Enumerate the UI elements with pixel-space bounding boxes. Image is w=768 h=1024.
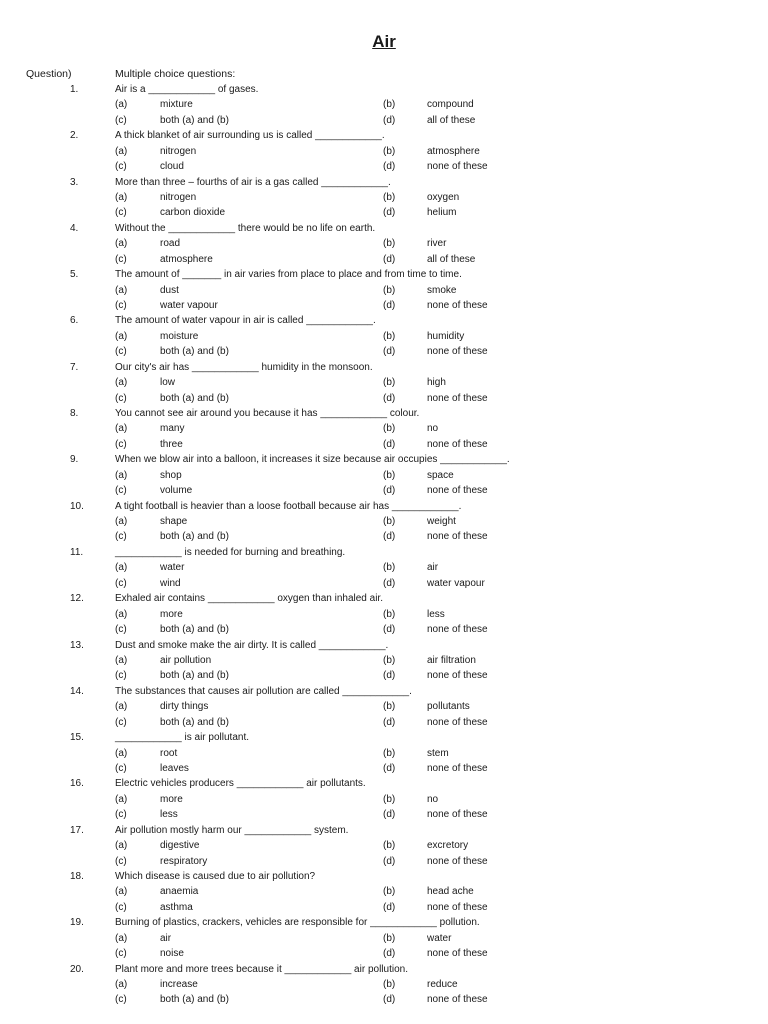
option-label: (b) xyxy=(383,191,396,203)
option-text: oxygen xyxy=(427,191,460,203)
option-label: (b) xyxy=(383,377,396,389)
question-item xyxy=(0,545,768,591)
option-label: (a) xyxy=(115,145,128,157)
question-item xyxy=(0,638,768,684)
option-text: none of these xyxy=(427,392,488,404)
option-label: (d) xyxy=(383,577,396,589)
option-text: none of these xyxy=(427,438,488,450)
question-text: The amount of water vapour in air is called ____________. xyxy=(115,315,376,327)
option-text: none of these xyxy=(427,716,488,728)
option-label: (c) xyxy=(115,577,127,589)
option-label: (a) xyxy=(115,886,128,898)
question-number: 9. xyxy=(70,454,79,466)
section-heading: Multiple choice questions: xyxy=(115,68,236,80)
option-label: (b) xyxy=(383,562,396,574)
option-label: (d) xyxy=(383,670,396,682)
option-label: (d) xyxy=(383,161,396,173)
option-label: (b) xyxy=(383,284,396,296)
option-text: none of these xyxy=(427,624,488,636)
question-number: 5. xyxy=(70,269,79,281)
question-number: 17. xyxy=(70,824,84,836)
option-text: many xyxy=(160,423,185,435)
question-item xyxy=(0,452,768,498)
option-text: air filtration xyxy=(427,654,476,666)
option-text: none of these xyxy=(427,485,488,497)
option-label: (b) xyxy=(383,886,396,898)
option-text: cloud xyxy=(160,161,184,173)
option-text: nitrogen xyxy=(160,191,197,203)
question-text: Burning of plastics, crackers, vehicles are responsible for ____________ pollution. xyxy=(115,917,480,929)
option-text: nitrogen xyxy=(160,145,197,157)
question-text: You cannot see air around you because it has ____________ colour. xyxy=(115,408,420,420)
option-text: excretory xyxy=(427,840,469,852)
option-label: (d) xyxy=(383,716,396,728)
option-label: (a) xyxy=(115,701,128,713)
option-text: compound xyxy=(427,99,474,111)
question-number: 4. xyxy=(70,222,79,234)
question-number: 1. xyxy=(70,84,79,95)
option-label: (b) xyxy=(383,979,396,991)
option-text: shape xyxy=(160,516,188,528)
question-text: ____________ is needed for burning and breathing. xyxy=(115,546,346,558)
option-label: (c) xyxy=(115,161,127,173)
option-text: both (a) and (b) xyxy=(160,994,229,1006)
option-label: (a) xyxy=(115,377,128,389)
option-text: carbon dioxide xyxy=(160,207,226,219)
option-label: (c) xyxy=(115,624,127,636)
option-text: none of these xyxy=(427,762,488,774)
option-text: three xyxy=(160,438,183,450)
option-text: air xyxy=(427,562,439,574)
option-text: respiratory xyxy=(160,855,208,867)
option-text: none of these xyxy=(427,809,488,821)
question-item xyxy=(0,128,768,174)
option-text: anaemia xyxy=(160,886,199,898)
option-text: head ache xyxy=(427,886,474,898)
option-label: (c) xyxy=(115,392,127,404)
option-text: none of these xyxy=(427,901,488,913)
question-item xyxy=(0,591,768,637)
option-label: (a) xyxy=(115,608,128,620)
option-label: (c) xyxy=(115,762,127,774)
option-label: (d) xyxy=(383,762,396,774)
question-text: Air pollution mostly harm our ____________ system. xyxy=(115,824,349,836)
question-item xyxy=(0,267,768,313)
option-label: (a) xyxy=(115,284,128,296)
option-text: increase xyxy=(160,979,198,991)
question-number: 19. xyxy=(70,917,84,929)
option-text: none of these xyxy=(427,994,488,1006)
option-text: reduce xyxy=(427,979,458,991)
option-text: asthma xyxy=(160,901,193,913)
option-text: wind xyxy=(160,577,181,589)
question-text: ____________ is air pollutant. xyxy=(115,732,249,744)
question-text: Which disease is caused due to air pollution? xyxy=(115,871,316,883)
option-text: river xyxy=(427,238,447,250)
option-label: (d) xyxy=(383,207,396,219)
option-label: (c) xyxy=(115,114,127,126)
option-text: leaves xyxy=(160,762,189,774)
question-number: 2. xyxy=(70,130,79,142)
option-label: (d) xyxy=(383,114,396,126)
question-number: 14. xyxy=(70,685,84,697)
question-text: The substances that causes air pollution are called ____________. xyxy=(115,685,412,697)
option-label: (a) xyxy=(115,979,128,991)
question-item xyxy=(0,82,768,128)
option-text: low xyxy=(160,377,176,389)
option-text: weight xyxy=(427,516,456,528)
option-text: volume xyxy=(160,485,193,497)
option-label: (d) xyxy=(383,855,396,867)
question-number: 11. xyxy=(70,546,84,558)
option-label: (d) xyxy=(383,948,396,960)
option-label: (c) xyxy=(115,438,127,450)
option-label: (d) xyxy=(383,346,396,358)
question-text: Electric vehicles producers ____________ air pollutants. xyxy=(115,778,366,790)
option-label: (d) xyxy=(383,901,396,913)
option-text: both (a) and (b) xyxy=(160,624,229,636)
option-label: (b) xyxy=(383,840,396,852)
option-text: helium xyxy=(427,207,457,219)
option-label: (b) xyxy=(383,701,396,713)
option-label: (a) xyxy=(115,191,128,203)
question-text: When we blow air into a balloon, it increases it size because air occupies ____________. xyxy=(115,454,510,466)
option-label: (a) xyxy=(115,562,128,574)
question-item xyxy=(0,823,768,869)
option-label: (c) xyxy=(115,855,127,867)
option-text: digestive xyxy=(160,840,200,852)
option-label: (d) xyxy=(383,253,396,265)
page-title: Air xyxy=(372,32,396,51)
option-text: water vapour xyxy=(160,299,218,311)
option-label: (b) xyxy=(383,516,396,528)
option-label: (a) xyxy=(115,99,128,111)
option-text: high xyxy=(427,377,446,389)
option-text: more xyxy=(160,608,183,620)
option-label: (d) xyxy=(383,994,396,1006)
option-text: water xyxy=(160,562,185,574)
option-text: both (a) and (b) xyxy=(160,346,229,358)
option-text: none of these xyxy=(427,346,488,358)
question-text: More than three – fourths of air is a gas called ____________. xyxy=(115,176,391,188)
option-text: smoke xyxy=(427,284,457,296)
option-text: root xyxy=(160,747,178,759)
option-text: all of these xyxy=(427,253,476,265)
question-number: 15. xyxy=(70,732,84,744)
option-label: (a) xyxy=(115,932,128,944)
question-number: 3. xyxy=(70,176,79,188)
question-text: Without the ____________ there would be no life on earth. xyxy=(115,222,376,234)
question-text: A tight football is heavier than a loose football because air has ____________. xyxy=(115,500,462,512)
option-label: (b) xyxy=(383,747,396,759)
question-number: 10. xyxy=(70,500,84,512)
question-text: Plant more and more trees because it ____________ air pollution. xyxy=(115,963,408,975)
option-label: (b) xyxy=(383,793,396,805)
option-label: (c) xyxy=(115,207,127,219)
option-label: (d) xyxy=(383,438,396,450)
option-label: (b) xyxy=(383,608,396,620)
question-text: Dust and smoke make the air dirty. It is called ____________. xyxy=(115,639,389,651)
question-item xyxy=(0,406,768,452)
question-number: 20. xyxy=(70,963,84,975)
question-number: 6. xyxy=(70,315,79,327)
option-text: both (a) and (b) xyxy=(160,392,229,404)
question-text: Exhaled air contains ____________ oxygen than inhaled air. xyxy=(115,593,383,605)
option-text: stem xyxy=(427,747,449,759)
question-list xyxy=(0,82,768,1008)
option-text: water vapour xyxy=(427,577,485,589)
option-label: (b) xyxy=(383,145,396,157)
question-item xyxy=(0,221,768,267)
option-label: (b) xyxy=(383,238,396,250)
question-text: Our city's air has ____________ humidity in the monsoon. xyxy=(115,361,373,373)
option-text: space xyxy=(427,469,454,481)
option-label: (b) xyxy=(383,423,396,435)
option-label: (a) xyxy=(115,423,128,435)
option-label: (a) xyxy=(115,330,128,342)
question-number: 7. xyxy=(70,361,79,373)
question-number: 18. xyxy=(70,871,84,883)
option-text: both (a) and (b) xyxy=(160,716,229,728)
option-label: (c) xyxy=(115,253,127,265)
question-item xyxy=(0,313,768,359)
option-text: none of these xyxy=(427,161,488,173)
option-label: (a) xyxy=(115,840,128,852)
question-text: A thick blanket of air surrounding us is called ____________. xyxy=(115,130,385,142)
option-text: air pollution xyxy=(160,654,212,666)
option-text: mixture xyxy=(160,99,193,111)
option-label: (a) xyxy=(115,654,128,666)
option-text: water xyxy=(427,932,452,944)
option-text: both (a) and (b) xyxy=(160,670,229,682)
option-label: (d) xyxy=(383,392,396,404)
option-label: (b) xyxy=(383,932,396,944)
option-text: none of these xyxy=(427,531,488,543)
option-text: both (a) and (b) xyxy=(160,114,229,126)
option-label: (c) xyxy=(115,948,127,960)
option-label: (c) xyxy=(115,531,127,543)
question-number: 12. xyxy=(70,593,84,605)
option-text: shop xyxy=(160,469,182,481)
option-label: (b) xyxy=(383,654,396,666)
question-item xyxy=(0,962,768,1008)
option-label: (c) xyxy=(115,346,127,358)
option-label: (a) xyxy=(115,747,128,759)
option-text: none of these xyxy=(427,670,488,682)
option-label: (d) xyxy=(383,809,396,821)
option-text: less xyxy=(160,809,178,821)
question-item xyxy=(0,499,768,545)
option-text: no xyxy=(427,423,439,435)
option-label: (c) xyxy=(115,299,127,311)
option-text: none of these xyxy=(427,948,488,960)
option-text: none of these xyxy=(427,299,488,311)
option-text: all of these xyxy=(427,114,476,126)
option-text: humidity xyxy=(427,330,465,342)
question-item xyxy=(0,915,768,961)
option-text: dirty things xyxy=(160,701,209,713)
option-label: (a) xyxy=(115,238,128,250)
question-item xyxy=(0,175,768,221)
option-label: (a) xyxy=(115,516,128,528)
option-label: (c) xyxy=(115,994,127,1006)
option-label: (a) xyxy=(115,469,128,481)
option-label: (d) xyxy=(383,531,396,543)
question-number: 16. xyxy=(70,778,84,790)
option-text: no xyxy=(427,793,439,805)
option-label: (a) xyxy=(115,793,128,805)
option-text: none of these xyxy=(427,855,488,867)
question-text: The amount of _______ in air varies from place to place and from time to time. xyxy=(115,269,462,281)
option-label: (b) xyxy=(383,469,396,481)
question-text: Air is a ____________ of gases. xyxy=(115,84,259,95)
question-item xyxy=(0,869,768,915)
question-number: 8. xyxy=(70,408,79,420)
option-label: (d) xyxy=(383,485,396,497)
option-text: both (a) and (b) xyxy=(160,531,229,543)
option-text: atmosphere xyxy=(160,253,213,265)
question-item xyxy=(0,730,768,776)
option-label: (b) xyxy=(383,99,396,111)
option-text: moisture xyxy=(160,330,199,342)
question-item xyxy=(0,776,768,822)
question-item xyxy=(0,684,768,730)
option-text: pollutants xyxy=(427,701,470,713)
option-label: (d) xyxy=(383,299,396,311)
option-text: dust xyxy=(160,284,179,296)
question-number: 13. xyxy=(70,639,84,651)
option-label: (c) xyxy=(115,809,127,821)
question-item xyxy=(0,360,768,406)
option-label: (b) xyxy=(383,330,396,342)
option-label: (c) xyxy=(115,485,127,497)
option-text: more xyxy=(160,793,183,805)
option-text: road xyxy=(160,238,181,250)
option-text: atmosphere xyxy=(427,145,480,157)
option-text: air xyxy=(160,932,172,944)
option-label: (c) xyxy=(115,716,127,728)
option-text: less xyxy=(427,608,445,620)
option-label: (d) xyxy=(383,624,396,636)
option-label: (c) xyxy=(115,901,127,913)
option-text: noise xyxy=(160,948,184,960)
question-header-label: Question) xyxy=(26,68,72,80)
option-label: (c) xyxy=(115,670,127,682)
